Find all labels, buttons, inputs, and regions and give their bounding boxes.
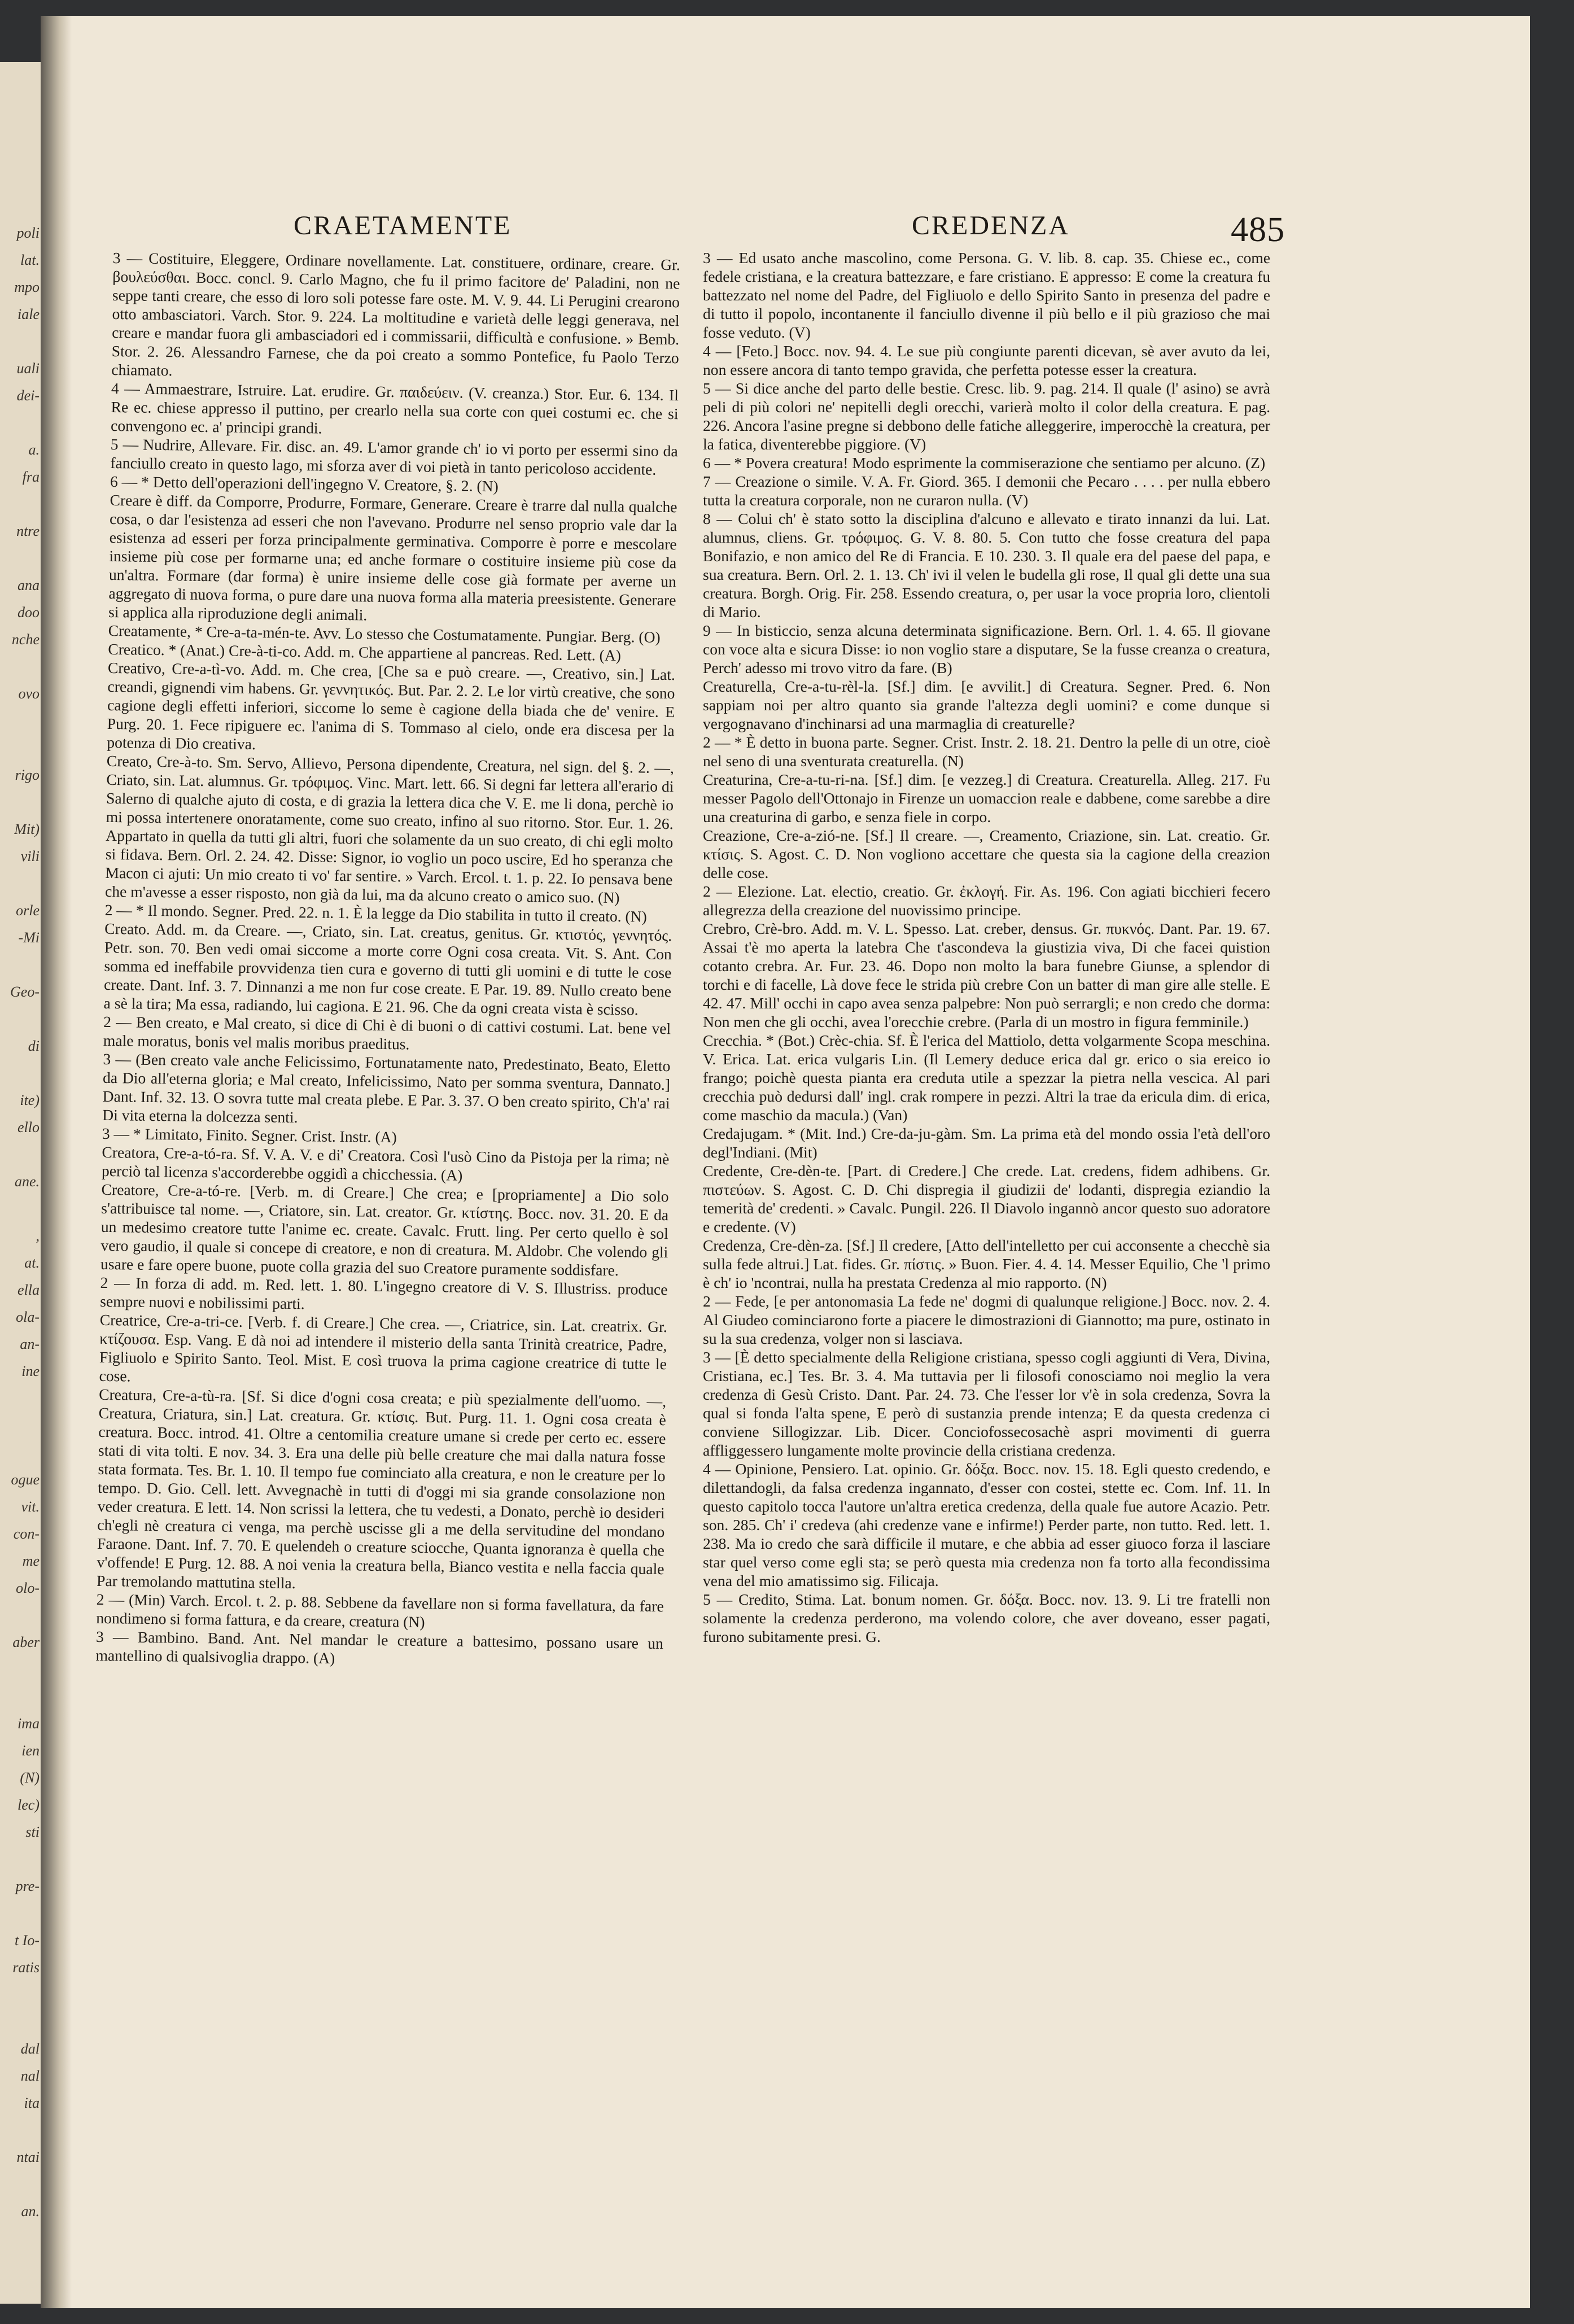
book-gutter [41,16,72,2308]
facing-page-fragment: -Mi [18,929,40,946]
dictionary-entry: Creatrice, Cre-a-tri-ce. [Verb. f. di Creare.] Che crea. —, Criatrice, sin. Lat. creatrix. Gr. κτίζουσα. Esp. Vang. E dà noi ad intendere il misterio della santa Trinità creatrice, Padre, Figliuolo e Spirito Santo. Teol. Mist. E così truova la prima cagione creatrice di tutte le cose. [99,1310,667,1385]
dictionary-entry: 4 — [Feto.] Bocc. nov. 94. 4. Le sue più congiunte parenti dicevan, sè aver avuto da lei, non essere ancora di tanto tempo gravida, che perfetta potesse esser la creatura. [703,342,1270,378]
facing-page-fragment: dal [20,2041,40,2057]
facing-page-fragment: Mit) [14,821,40,837]
dictionary-entry: Creatore, Cre-a-tó-re. [Verb. m. di Creare.] Che crea; e [propriamente] a Dio solo s'attribuisce tal nome. —, Criatore, sin. Lat. creator. Gr. κτίστης. Bocc. nov. 31. 20. E da un medesimo creatore tutte l'anime ec. create. Cavalc. Frutt. ling. Per certo quello è sol vero gaudio, il quale si concepe di creatore, e non di creatura. M. Aldobr. Che volendo gli usare e fare opere buone, puote colla grazia del suo Creatore puramente soddisfare. [100,1180,669,1279]
facing-page-fragment: doo [18,604,40,621]
dictionary-entry: Creativo, Cre-a-tì-vo. Add. m. Che crea, [Che sa e può creare. —, Creativo, sin.] Lat. creandi, gignendi vim habens. Gr. γεννητικός. But. Par. 2. 2. Le lor virtù creative, che sono cagione degli effetti inferiori, siccome lo seme è cagione della biada che de' venire. E Purg. 20. 1. Fece ripiguere ec. l'anima di S. Tommaso al cielo, onde era discesa per la potenza di Dio creativa. [107,658,676,753]
facing-page-fragment: nche [11,631,40,648]
facing-page-fragment: sti [25,1824,40,1840]
dictionary-entry: 3 — (Ben creato vale anche Felicissimo, Fortunatamente nato, Predestinato, Beato, Eletto da Dio all'eterna gloria; e Mal creato, Infelicissimo, Nato per somma sventura, Dannato.] Dant. Inf. 32. 13. O sovra tutte mal creata plebe. E Par. 3. 37. O ben creato spirito, Ch'a' rai Di vita eterna la dolcezza senti. [102,1050,671,1126]
page-number: 485 [1231,211,1285,249]
dictionary-entry: Crebro, Crè-bro. Add. m. V. L. Spesso. Lat. creber, densus. Gr. πυκνός. Dant. Par. 19. 67. Assai t'è mo aperta la latebra Che t'ascondeva la giustizia viva, Di che facei quistion cotanto crebra. Ar. Fur. 23. 46. Dopo non molto la bara funebre Giunse, a splendor di torchi e di facelle, Là dove fece le strida più crebre Con un batter di man gire alle stelle. E 42. 47. Mill' occhi in capo avea senza palpebre: Non può serrargli; e non credo che dorma: Non men che gli occhi, avea l'orecchie crebre. (Parla di un mostro in figura femminile.) [703,920,1270,1030]
dictionary-entry: 3 — Costituire, Eleggere, Ordinare novellamente. Lat. constituere, ordinare, creare. Gr. βουλεύσθαι. Bocc. concl. 9. Carlo Magno, che fu il primo facitore de' Paladini, non ne seppe tanti creare, che esso di loro soli potesse fare oste. M. V. 9. 44. Li Perugini crearono otto ambasciatori. Varch. Stor. 9. 224. La moltitudine e varietà delle leggi generava, nel creare e mandar fuora gli ambasciadori ed i commissarii, difficultà e confusione. » Bemb. Stor. 2. 26. Alessandro Farnese, che da poi creato a sommo Pontefice, fu Paolo Terzo chiamato. [111,248,680,379]
dictionary-entry: 2 — (Min) Varch. Ercol. t. 2. p. 88. Sebbene da favellare non si forma favellatura, da fare nondimeno si forma fattura, e da creare, creatura (N) [96,1590,664,1631]
facing-page-fragment: ita [24,2095,40,2111]
facing-page-fragment: ello [18,1119,40,1135]
facing-page-fragment: ima [18,1715,40,1732]
facing-page-fragment: dei- [16,387,40,404]
dictionary-entry: Creatamente, * Cre-a-ta-mén-te. Avv. Lo stesso che Costumatamente. Pungiar. Berg. (O) [108,621,661,646]
facing-page-fragment: nal [20,2068,40,2084]
dictionary-entry: 4 — Opinione, Pensiero. Lat. opinio. Gr. δόξα. Bocc. nov. 15. 18. Egli questo credendo, e dilettandogli, da falsa credenza ingannato, d'esser con costei, stette ec. Com. Inf. 11. In questo capitolo tocca l'autore un'altra eretica credenza, della quale fue autore Acazio. Petr. son. 285. Ch' i' credeva (ahi credenze vane e infirme!) Perder parte, non tutto. Red. lett. 1. 238. Ma io credo che sarà difficile il mutare, e che abbia ad esser giuoco forza il lasciare star quel verso come egli sta; se però questa mia credenza non fa torto alla fecondissima vena del mio amatissimo sig. Filicaja. [703,1460,1270,1589]
dictionary-entry: Creato. Add. m. da Creare. —, Criato, sin. Lat. creatus, genitus. Gr. κτιστός, γεννητός. Petr. son. 70. Ben vedi omai siccome a morte corre Ogni cosa creata. Vit. S. Ant. Con somma ed ineffabile provvidenza tien cura e governo di tutti gli uomini e di tutte le cose create. Dant. Inf. 3. 7. Dinnanzi a me non fur cose create. E Par. 19. 89. Nullo creato bene a sè la tira; Ma essa, radiando, lui cagiona. E 21. 96. Che da ogni creata vista è scisso. [103,919,672,1019]
facing-page-fragment: ien [21,1742,40,1759]
facing-page-fragment: olo- [16,1580,40,1596]
running-head-right: CREDENZA [912,211,1070,241]
facing-page-fragment: ola- [16,1309,40,1325]
dictionary-entry: Creatura, Cre-a-tù-ra. [Sf. Si dice d'ogni cosa creata; e più spezialmente dell'uomo. —, Creatura, Criatura, sin.] Lat. creatura. Gr. κτίσις. But. Purg. 11. 1. Ogni cosa creata è creatura. Bocc. introd. 41. Oltre a centomilia creature umane si crede per certo ec. essere stati di vita tolti. E nov. 34. 3. Era una delle più belle creature che mai dalla natura fosse stata formata. Tes. Br. 1. 10. Il tempo fue cominciato alla creatura, e non le creature per lo tempo. D. Gio. Cell. lett. Avvegnachè in tutti di d'oggi mi sia grande consolazione non veder creatura. E lett. 14. Non scrissi la lettera, che tu vedesti, a Donato, perchè io desideri ch'egli nè creatura ci venga, ma perchè uscisse gli a me della servitudine del mondano Faraone. Dant. Inf. 7. 70. E quelendeh o creature sciocche, Quanta ignoranza è quella che v'offende! E Purg. 12. 88. A noi venia la creatura bella, Bianco vestita e nella faccia quale Par tremolando mattutina stella. [96,1385,667,1592]
dictionary-entry: Credenza, Cre-dèn-za. [Sf.] Il credere, [Atto dell'intelletto per cui acconsente a checchè sia sulla fede altrui.] Lat. fides. Gr. πίστις. » Buon. Fier. 4. 4. 14. Messer Equilio, Che 'l primo è ch' io 'ncontrai, nulla ha prestata Credenza al mio rapporto. (N) [703,1237,1270,1291]
dictionary-entry: 3 — * Limitato, Finito. Segner. Crist. Instr. (A) [102,1124,397,1146]
facing-page-fragment: Geo- [10,984,40,1000]
dictionary-entry: Creaturina, Cre-a-tu-ri-na. [Sf.] dim. [e vezzeg.] di Creatura. Creaturella. Alleg. 217. Fu messer Pagolo dell'Ottonajo in Firenze un uomaccion reale e dabbene, come sarebbe a dire una creaturina di garbo, e senza fiele in corpo. [703,771,1270,825]
dictionary-entry: Credajugam. * (Mit. Ind.) Cre-da-ju-gàm. Sm. La prima età del mondo ossia l'età dell'oro degl'Indiani. (Mit) [703,1125,1270,1161]
dictionary-entry: 5 — Credito, Stima. Lat. bonum nomen. Gr. δόξα. Bocc. nov. 13. 9. Li tre fratelli non solamente la credenza perderono, ma volendo colore, che aver doveano, esser pagati, furono subitamente presi. G. [703,1591,1270,1645]
facing-page-fragment: ratis [12,1959,40,1976]
left-column [95,248,680,1671]
dictionary-entry: Creare è diff. da Comporre, Produrre, Formare, Generare. Creare è trarre dal nulla qualche cosa, o dar l'esistenza ad esseri che non l'avevano. Produrre nel senso proprio vale dar la esistenza ad esseri per forza principalmente germinativa. Comporre è porre e mescolare insieme più cose per formarne una; ed anche formare o costituire insieme più cose da un'altra. Formare (dar forma) è unire insieme delle cose già formate per averne un aggregato di nuova forma, o pure dare una nuova forma alla materia preesistente. Generare si applica alla riproduzione degli animali. [108,491,677,624]
facing-page-fragment: orle [16,902,40,919]
facing-page-fragment: aber [12,1634,40,1650]
facing-page-fragment: ine [21,1363,40,1379]
dictionary-entry: 6 — * Povera creatura! Modo esprimente la commiserazione che sentiamo per alcuno. (Z) [703,454,1266,471]
facing-page-fragment: ane. [14,1173,40,1190]
dictionary-entry: 5 — Si dice anche del parto delle bestie. Cresc. lib. 9. pag. 214. Il quale (l' asino) se avrà peli di più colori ne' nepitelli degli orecchi, varierà molto il color della creatura. E pag. 226. Ancora l'asine pregne si debbono delle fatiche alleggerire, imperocchè la creatura, per la fatica, diventerebbe piggiore. (V) [703,379,1270,453]
dictionary-entry: 2 — * Il mondo. Segner. Pred. 22. n. 1. È la legge da Dio stabilita in tutto il creato. (N) [104,901,648,925]
facing-page-fragment: t Io- [14,1932,40,1949]
dictionary-entry: 3 — Bambino. Band. Ant. Nel mandar le creature a battesimo, possano usare un mantellino di qualsivoglia drappo. (A) [95,1627,664,1667]
dictionary-entry: Creatico. * (Anat.) Cre-à-ti-co. Add. m. Che appartiene al pancreas. Red. Lett. (A) [108,640,622,665]
facing-page-fragment: lat. [20,252,40,268]
dictionary-entry: 8 — Colui ch' è stato sotto la disciplina d'alcuno e allevato e tirato innanzi da lui. Lat. alumnus, cliens. Gr. τρόφιμος. G. V. 8. 80. 5. Con tutto che fosse creatura del papa Bonifazio, e non amico del Re di Francia. E 10. 230. 3. Il quale era del paese del papa, e sua creatura. Bern. Orl. 2. 1. 13. Ch' ivi il velen le budella gli rose, Il qual gli dette una sua creatura. Borgh. Orig. Fir. 258. Essendo creatura, o, per usar la voce propria loro, clientoli di Mario. [703,510,1270,621]
facing-page-fragment: ntai [16,2149,40,2165]
facing-page-fragment: ana [18,577,40,593]
facing-page-fragment: pre- [15,1878,40,1894]
dictionary-entry: 3 — [È detto specialmente della Religione cristiana, spesso cogli aggiunti di Vera, Divina, Cristiana, ec.] Tes. Br. 3. 4. Ma tuttavia per li filosofi conosciamo noi meglio la vera credenza di Gesù Cristo. Dant. Par. 24. 73. Che l'esser lor v'è in sola credenza, Sovra la qual si fonda l'alta spene, E però di sustanzia prende intenza; E da questa credenza ci conviene Sillogizzar. Lib. Dicer. Conciofossecosachè aspri movimenti di guerra affliggessero lungamente molte provincie della cristiana credenza. [703,1348,1270,1459]
facing-page-fragment: mpo [14,279,40,295]
dictionary-entry: 2 — Ben creato, e Mal creato, si dice di Chi è di buoni o di cattivi costumi. Lat. bene vel male moratus, bonis vel malis moribus praeditus. [103,1012,671,1053]
dictionary-entry: Creaturella, Cre-a-tu-rèl-la. [Sf.] dim. [e avvilit.] di Creatura. Segner. Pred. 6. Non sappiam noi per altro quanto sia grande l'altezza degli uomini? e come dunque si vergognavano d'inchinarsi ad una marmaglia di creaturelle? [703,678,1270,732]
facing-page-fragment: poli [16,225,40,241]
dictionary-entry: 5 — Nudrire, Allevare. Fir. disc. an. 49. L'amor grande ch' io vi porto per essermi sino da fanciullo creato in questo lago, mi sforza aver di voi pietà in tanto pericoloso accidente. [110,435,678,478]
facing-page-fragment: an- [20,1336,40,1352]
facing-page-fragment: ntre [16,523,40,539]
facing-page-fragment: di [28,1038,40,1054]
dictionary-entry: 4 — Ammaestrare, Istruire. Lat. erudire. Gr. παιδεύειν. (V. creanza.) Stor. Eur. 6. 134. Il Re ec. chiese appresso il puttino, per crearlo nella sua corte con quei costumi ec. che si convengono ec. a' principi grandi. [110,379,679,437]
dictionary-entry: 9 — In bisticcio, senza alcuna determinata significazione. Bern. Orl. 1. 4. 65. Il giovane con voce alta e sicura Disse: io non voglio stare a disputare, Se la fusse creanza o creatura, Perch' adesso mi trovo vitro da fare. (B) [703,622,1270,676]
facing-page-fragment: ella [18,1282,40,1298]
facing-page-fragment: fra [22,469,40,485]
facing-page-fragment: , [36,1227,40,1244]
dictionary-entry: 2 — * È detto in buona parte. Segner. Crist. Instr. 2. 18. 21. Dentro la pelle di un otre, cioè nel seno di una sventurata creaturella. (N) [703,733,1270,770]
facing-page-fragment: an. [21,2203,40,2220]
dictionary-entry: 2 — In forza di add. m. Red. lett. 1. 80. L'ingegno creatore di V. S. Illustriss. produce sempre nuovi e nobilissimi parti. [100,1273,668,1313]
facing-page-fragment: vit. [21,1499,40,1515]
facing-page-fragment: ovo [18,685,40,702]
facing-page-fragment: at. [24,1255,40,1271]
facing-page-fragment: ite) [20,1092,40,1108]
facing-page-fragment: vili [20,848,40,864]
facing-page-fragment: a. [28,442,40,458]
facing-page-fragment: (N) [20,1770,40,1786]
dictionary-entry: Crecchia. * (Bot.) Crèc-chia. Sf. È l'erica del Mattiolo, detta volgarmente Scopa meschina. V. Erica. Lat. erica vulgaris Lin. (Il Lemery deduce erica dal gr. erico o sia ereico io frango; poichè questa pianta era creduta utile a spezzar la pietra nella vescica. Al pari crecchia può dedursi dall' ingl. crak rompere in pezzi. Altri la trae da ericula dim. di erica, come maschio da macula.) (Van) [703,1032,1270,1124]
facing-page-fragment: lec) [18,1797,40,1813]
dictionary-entry: 3 — Ed usato anche mascolino, come Persona. G. V. lib. 8. cap. 35. Chiese ec., come fedele cristiana, e la creatura battezzare, e fare cristiano. E appresso: E come la creatura fu battezzato nel nome del Padre, del Figliuolo e dello Spirito Santo in presenza del padre e di tutto il popolo, incontanente il fanciullo divenne il più bello e il più grazioso che mai fosse veduto. (V) [703,249,1270,341]
dictionary-entry: 2 — Elezione. Lat. electio, creatio. Gr. ἐκλογή. Fir. As. 196. Con agiati bicchieri fecero allegrezza della creazione del nuovissimo principe. [703,883,1270,919]
facing-page-fragment: iale [18,306,40,322]
running-head-left: CRAETAMENTE [294,211,512,241]
dictionary-entry: 7 — Creazione o simile. V. A. Fr. Giord. 365. I demonii che Pecaro . . . . per nulla ebbero tutta la creatura corporale, non ne curaron nulla. (V) [703,473,1270,509]
facing-page-edge [0,62,41,2304]
dictionary-entry: 6 — * Detto dell'operazioni dell'ingegno V. Creatore, §. 2. (N) [110,472,499,495]
right-column [703,248,1270,1646]
dictionary-entry: Creato, Cre-à-to. Sm. Servo, Allievo, Persona dipendente, Creatura, nel sign. del §. 2. —, Criato, sin. Lat. alumnus. Gr. τρόφιμος. Vinc. Mart. lett. 66. Si degni far lettera all'erario di Salerno di qualche ajuto di costa, e di grazia la lettera dica che V. E. me li dona, perchè io mi possa intertenere onoratamente, come suo creato, infino al suo ritorno. Stor. Eur. 1. 26. Appartato in quella da tutti gli altri, fuori che solamente da un suo creato, di chi egli molto si fidava. Bern. Orl. 2. 24. 42. Disse: Signor, io voglio un poco uscire, Ed ho speranza che Macon ci ajuti: Un mio creato ti vo' far sentire. » Varch. Ercol. t. 1. p. 22. Io pensava bene che m'avesse a esser risposto, non già da lui, ma da alcuno creato o amico suo. (N) [104,752,675,907]
facing-page-fragment: rigo [15,767,40,783]
dictionary-entry: Creatora, Cre-a-tó-ra. Sf. V. A. V. e di' Creatora. Così l'usò Cino da Pistoja per la rima; nè perciò tal licenza s'accorderebbe oggidì a chicchessia. (A) [101,1143,670,1184]
dictionary-entry: Creazione, Cre-a-zió-ne. [Sf.] Il creare. —, Creamento, Criazione, sin. Lat. creatio. Gr. κτίσις. S. Agost. C. D. Non vogliono accettare che questa sia la cagione della creazion delle cose. [703,827,1270,881]
dictionary-entry: 2 — Fede, [e per antonomasia La fede ne' dogmi di qualunque religione.] Bocc. nov. 2. 4. Al Giudeo cominciarono forte a piacere le dimostrazioni di Giannotto; ma pure, ostinato in su la sua credenza, volger non si lasciava. [703,1292,1270,1347]
facing-page-fragment: me [22,1553,40,1569]
facing-page-fragment: ogue [11,1471,40,1488]
facing-page-fragment: uali [16,360,40,377]
dictionary-entry: Credente, Cre-dèn-te. [Part. di Credere.] Che crede. Lat. credens, fidem adhibens. Gr. πιστεύων. S. Agost. C. D. Chi dispregia il giudizii de' lodanti, dispregia eziandio la temerità de' credenti. » Cavalc. Pungil. 226. Il Diavolo ingannò ancor questo suo adoratore e credente. (V) [703,1162,1270,1235]
facing-page-fragment: con- [13,1526,40,1542]
